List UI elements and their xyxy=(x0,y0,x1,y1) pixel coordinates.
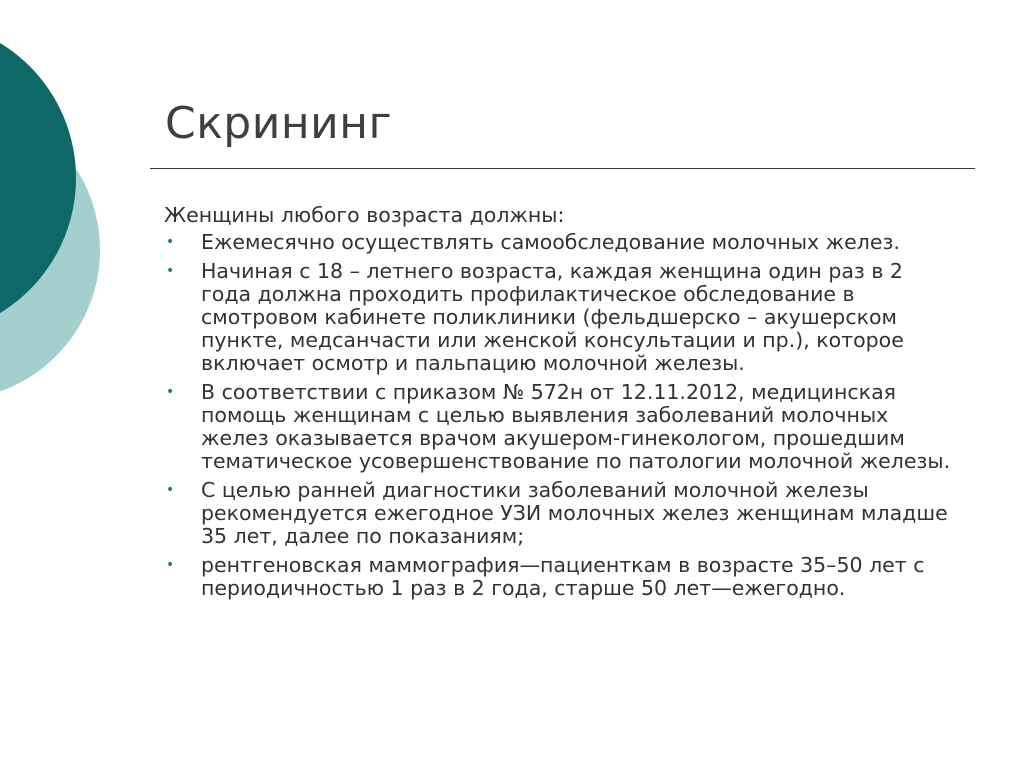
bullet-item xyxy=(164,381,954,473)
bullet-item xyxy=(164,554,954,600)
bullet-text: В соответствии с приказом № 572н от 12.11.2012, медицинская помощь женщинам с целью выявления заболеваний молочных желез оказывается врачом акушером-гинекологом, прошедшим тематическое усовершенствование по патологии молочной железы. xyxy=(201,380,951,473)
bullet-dot-icon: • xyxy=(166,557,175,573)
bullet-text: С целью ранней диагностики заболеваний молочной железы рекомендуется ежегодное УЗИ молочных желез женщинам младше 35 лет, далее по показаниям; xyxy=(201,478,948,548)
intro-text: Женщины любого возраста должны: xyxy=(164,203,565,227)
slide-body xyxy=(164,204,954,606)
bullet-dot-icon: • xyxy=(166,384,175,400)
bullet-list xyxy=(164,231,954,600)
bullet-text: Ежемесячно осуществлять самообследование молочных желез. xyxy=(201,230,900,254)
bullet-item xyxy=(164,260,954,375)
bullet-item xyxy=(164,479,954,548)
bullet-dot-icon: • xyxy=(166,234,175,250)
bullet-dot-icon: • xyxy=(166,482,175,498)
bullet-text: Начиная с 18 – летнего возраста, каждая женщина один раз в 2 года должна проходить профилактическое обследование в смотровом кабинете поликлиники (фельдшерско – акушерском пункте, медсанчасти или женской консультации и пр.), которое включает осмотр и пальпацию молочной железы. xyxy=(201,259,904,375)
slide-title: Скрининг xyxy=(165,98,393,149)
title-divider xyxy=(150,168,975,169)
bullet-item xyxy=(164,231,954,254)
bullet-dot-icon: • xyxy=(166,263,175,279)
bullet-text: рентгеновская маммография—пациенткам в возрасте 35–50 лет с периодичностью 1 раз в 2 года, старше 50 лет—ежегодно. xyxy=(201,553,925,600)
